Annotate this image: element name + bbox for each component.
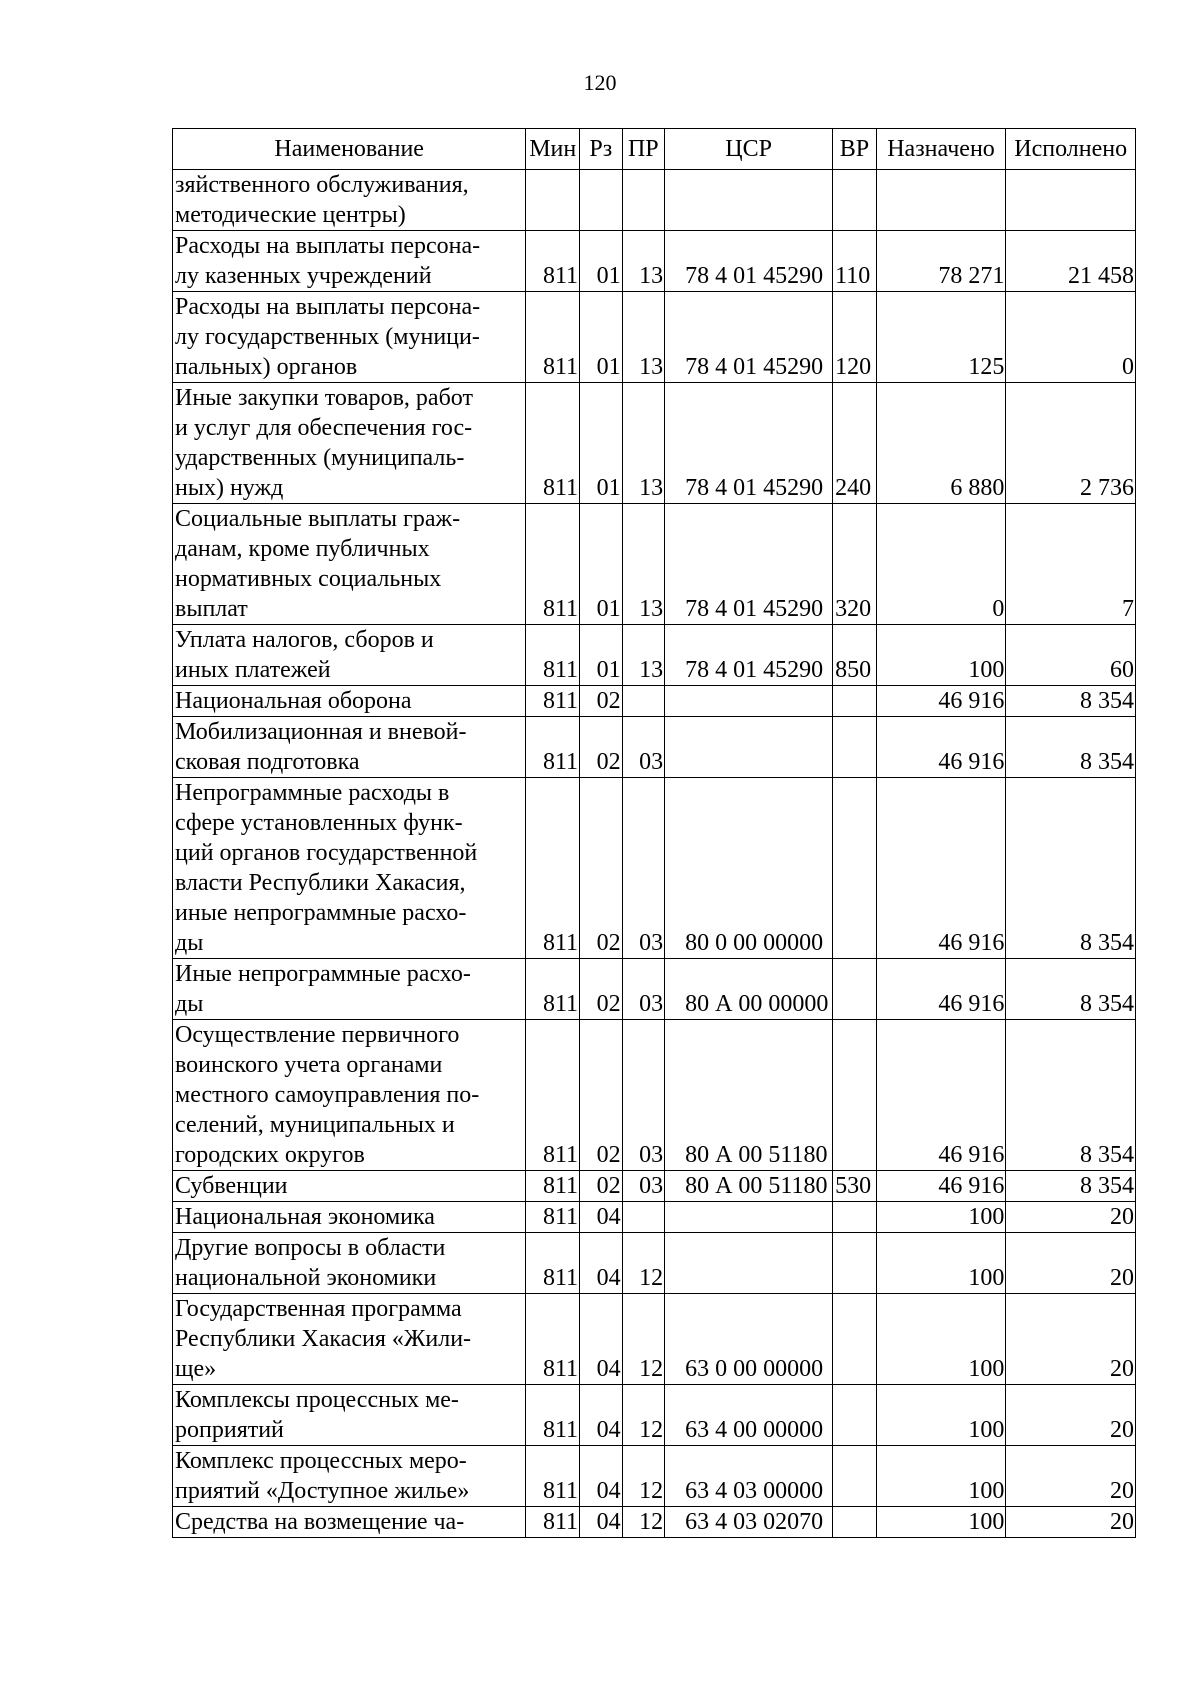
cell-executed: 0 xyxy=(1006,292,1136,383)
cell-csr: 80 А 00 51180 xyxy=(665,1020,833,1171)
cell-vr: 320 xyxy=(833,504,877,625)
cell-name: Расходы на выплаты персона- лу государственных (муници- пальных) органов xyxy=(173,292,526,383)
header-executed: Исполнено xyxy=(1006,129,1136,170)
cell-pr: 12 xyxy=(622,1385,665,1446)
cell-csr: 63 4 00 00000 xyxy=(665,1385,833,1446)
cell-vr xyxy=(833,959,877,1020)
cell-pr: 03 xyxy=(622,778,665,959)
cell-csr: 78 4 01 45290 xyxy=(665,383,833,504)
cell-assigned: 46 916 xyxy=(876,1171,1006,1202)
cell-pr: 12 xyxy=(622,1233,665,1294)
cell-min xyxy=(526,170,580,231)
page-number: 120 xyxy=(583,70,617,95)
cell-pr: 13 xyxy=(622,625,665,686)
cell-assigned: 100 xyxy=(876,1385,1006,1446)
cell-rz: 04 xyxy=(580,1294,623,1385)
cell-vr: 120 xyxy=(833,292,877,383)
cell-executed: 20 xyxy=(1006,1446,1136,1507)
cell-executed: 8 354 xyxy=(1006,717,1136,778)
cell-csr xyxy=(665,170,833,231)
cell-executed: 8 354 xyxy=(1006,686,1136,717)
header-name: Наименование xyxy=(173,129,526,170)
table-header-row xyxy=(173,129,1136,170)
cell-min: 811 xyxy=(526,686,580,717)
cell-pr: 03 xyxy=(622,1171,665,1202)
cell-executed: 8 354 xyxy=(1006,1171,1136,1202)
header-csr: ЦСР xyxy=(665,129,833,170)
cell-assigned: 100 xyxy=(876,1294,1006,1385)
cell-executed: 8 354 xyxy=(1006,1020,1136,1171)
cell-assigned: 100 xyxy=(876,1446,1006,1507)
cell-csr: 78 4 01 45290 xyxy=(665,231,833,292)
cell-name: Иные закупки товаров, работ и услуг для обеспечения гос- ударственных (муниципаль- ных) нужд xyxy=(173,383,526,504)
cell-executed: 20 xyxy=(1006,1233,1136,1294)
cell-pr: 12 xyxy=(622,1294,665,1385)
cell-assigned: 46 916 xyxy=(876,686,1006,717)
table-row xyxy=(173,686,1136,717)
cell-min: 811 xyxy=(526,959,580,1020)
cell-rz: 04 xyxy=(580,1385,623,1446)
cell-rz: 02 xyxy=(580,686,623,717)
cell-min: 811 xyxy=(526,1507,580,1538)
cell-rz: 02 xyxy=(580,778,623,959)
cell-pr: 13 xyxy=(622,231,665,292)
cell-rz: 04 xyxy=(580,1446,623,1507)
cell-name: Субвенции xyxy=(173,1171,526,1202)
cell-pr xyxy=(622,686,665,717)
cell-csr: 78 4 01 45290 xyxy=(665,504,833,625)
cell-vr xyxy=(833,1020,877,1171)
cell-vr xyxy=(833,1294,877,1385)
cell-name: Уплата налогов, сборов и иных платежей xyxy=(173,625,526,686)
cell-assigned: 46 916 xyxy=(876,778,1006,959)
cell-rz xyxy=(580,170,623,231)
cell-rz: 01 xyxy=(580,231,623,292)
table-row xyxy=(173,959,1136,1020)
table-row xyxy=(173,504,1136,625)
cell-assigned: 46 916 xyxy=(876,959,1006,1020)
cell-rz: 02 xyxy=(580,1020,623,1171)
cell-csr: 63 4 03 00000 xyxy=(665,1446,833,1507)
table-row xyxy=(173,1233,1136,1294)
cell-name: Национальная оборона xyxy=(173,686,526,717)
cell-vr: 850 xyxy=(833,625,877,686)
cell-csr: 78 4 01 45290 xyxy=(665,625,833,686)
cell-assigned: 78 271 xyxy=(876,231,1006,292)
table-row xyxy=(173,625,1136,686)
cell-pr: 12 xyxy=(622,1446,665,1507)
cell-rz: 01 xyxy=(580,292,623,383)
cell-name: Непрограммные расходы в сфере установленных функ- ций органов государственной власти Республики Хакасия, иные непрограммные расхо- ды xyxy=(173,778,526,959)
cell-assigned: 100 xyxy=(876,625,1006,686)
cell-name: Средства на возмещение ча- xyxy=(173,1507,526,1538)
cell-vr xyxy=(833,1446,877,1507)
cell-min: 811 xyxy=(526,383,580,504)
cell-name: Осуществление первичного воинского учета органами местного самоуправления по- селений, муниципальных и городских округов xyxy=(173,1020,526,1171)
cell-min: 811 xyxy=(526,231,580,292)
header-rz: Рз xyxy=(580,129,623,170)
cell-pr: 12 xyxy=(622,1507,665,1538)
cell-rz: 02 xyxy=(580,1171,623,1202)
cell-executed: 2 736 xyxy=(1006,383,1136,504)
cell-vr xyxy=(833,1507,877,1538)
table-row xyxy=(173,1202,1136,1233)
cell-csr xyxy=(665,717,833,778)
cell-assigned xyxy=(876,170,1006,231)
cell-vr: 530 xyxy=(833,1171,877,1202)
cell-min: 811 xyxy=(526,717,580,778)
cell-pr: 13 xyxy=(622,504,665,625)
cell-vr xyxy=(833,778,877,959)
cell-vr xyxy=(833,1202,877,1233)
cell-name: Другие вопросы в области национальной экономики xyxy=(173,1233,526,1294)
cell-rz: 04 xyxy=(580,1202,623,1233)
cell-name: Государственная программа Республики Хакасия «Жили- ще» xyxy=(173,1294,526,1385)
table-row xyxy=(173,1446,1136,1507)
cell-rz: 01 xyxy=(580,383,623,504)
header-min: Мин xyxy=(526,129,580,170)
table-row xyxy=(173,1385,1136,1446)
cell-name: зяйственного обслуживания, методические центры) xyxy=(173,170,526,231)
cell-rz: 04 xyxy=(580,1233,623,1294)
cell-csr: 80 А 00 51180 xyxy=(665,1171,833,1202)
cell-name: Расходы на выплаты персона- лу казенных учреждений xyxy=(173,231,526,292)
table-row xyxy=(173,717,1136,778)
cell-vr xyxy=(833,170,877,231)
cell-min: 811 xyxy=(526,778,580,959)
cell-csr: 63 0 00 00000 xyxy=(665,1294,833,1385)
cell-name: Комплекс процессных меро- приятий «Доступное жилье» xyxy=(173,1446,526,1507)
cell-min: 811 xyxy=(526,1385,580,1446)
cell-vr xyxy=(833,717,877,778)
cell-csr xyxy=(665,1233,833,1294)
cell-executed: 8 354 xyxy=(1006,959,1136,1020)
cell-csr xyxy=(665,686,833,717)
cell-assigned: 6 880 xyxy=(876,383,1006,504)
table-body xyxy=(173,170,1136,1538)
cell-pr xyxy=(622,170,665,231)
cell-assigned: 100 xyxy=(876,1507,1006,1538)
cell-assigned: 100 xyxy=(876,1233,1006,1294)
table-row xyxy=(173,292,1136,383)
cell-csr xyxy=(665,1202,833,1233)
cell-min: 811 xyxy=(526,1233,580,1294)
cell-executed: 21 458 xyxy=(1006,231,1136,292)
cell-pr xyxy=(622,1202,665,1233)
cell-csr: 80 А 00 00000 xyxy=(665,959,833,1020)
cell-pr: 13 xyxy=(622,292,665,383)
cell-name: Национальная экономика xyxy=(173,1202,526,1233)
cell-min: 811 xyxy=(526,504,580,625)
cell-executed xyxy=(1006,170,1136,231)
cell-executed: 20 xyxy=(1006,1294,1136,1385)
cell-rz: 02 xyxy=(580,959,623,1020)
cell-min: 811 xyxy=(526,1446,580,1507)
cell-vr xyxy=(833,1385,877,1446)
cell-executed: 60 xyxy=(1006,625,1136,686)
cell-min: 811 xyxy=(526,625,580,686)
budget-execution-table xyxy=(172,128,1136,1538)
cell-assigned: 125 xyxy=(876,292,1006,383)
cell-min: 811 xyxy=(526,1020,580,1171)
cell-name: Мобилизационная и вневой- сковая подготовка xyxy=(173,717,526,778)
cell-executed: 20 xyxy=(1006,1385,1136,1446)
table-row xyxy=(173,1171,1136,1202)
cell-rz: 01 xyxy=(580,504,623,625)
cell-name: Комплексы процессных ме- роприятий xyxy=(173,1385,526,1446)
cell-vr xyxy=(833,686,877,717)
header-vr: ВР xyxy=(833,129,877,170)
cell-executed: 7 xyxy=(1006,504,1136,625)
cell-rz: 01 xyxy=(580,625,623,686)
table-row xyxy=(173,383,1136,504)
cell-csr: 63 4 03 02070 xyxy=(665,1507,833,1538)
cell-vr xyxy=(833,1233,877,1294)
cell-name: Иные непрограммные расхо- ды xyxy=(173,959,526,1020)
cell-executed: 8 354 xyxy=(1006,778,1136,959)
table-row xyxy=(173,231,1136,292)
table-row xyxy=(173,170,1136,231)
table-row xyxy=(173,1507,1136,1538)
cell-min: 811 xyxy=(526,292,580,383)
cell-pr: 13 xyxy=(622,383,665,504)
cell-pr: 03 xyxy=(622,959,665,1020)
cell-executed: 20 xyxy=(1006,1507,1136,1538)
cell-executed: 20 xyxy=(1006,1202,1136,1233)
table-row xyxy=(173,778,1136,959)
cell-min: 811 xyxy=(526,1202,580,1233)
header-assigned: Назначено xyxy=(876,129,1006,170)
cell-csr: 78 4 01 45290 xyxy=(665,292,833,383)
cell-assigned: 46 916 xyxy=(876,1020,1006,1171)
cell-rz: 04 xyxy=(580,1507,623,1538)
table-row xyxy=(173,1294,1136,1385)
cell-rz: 02 xyxy=(580,717,623,778)
cell-vr: 240 xyxy=(833,383,877,504)
cell-min: 811 xyxy=(526,1171,580,1202)
cell-name: Социальные выплаты граж- данам, кроме публичных нормативных социальных выплат xyxy=(173,504,526,625)
cell-pr: 03 xyxy=(622,1020,665,1171)
header-pr: ПР xyxy=(622,129,665,170)
cell-csr: 80 0 00 00000 xyxy=(665,778,833,959)
cell-assigned: 0 xyxy=(876,504,1006,625)
table-row xyxy=(173,1020,1136,1171)
cell-vr: 110 xyxy=(833,231,877,292)
cell-assigned: 100 xyxy=(876,1202,1006,1233)
cell-assigned: 46 916 xyxy=(876,717,1006,778)
cell-min: 811 xyxy=(526,1294,580,1385)
cell-pr: 03 xyxy=(622,717,665,778)
